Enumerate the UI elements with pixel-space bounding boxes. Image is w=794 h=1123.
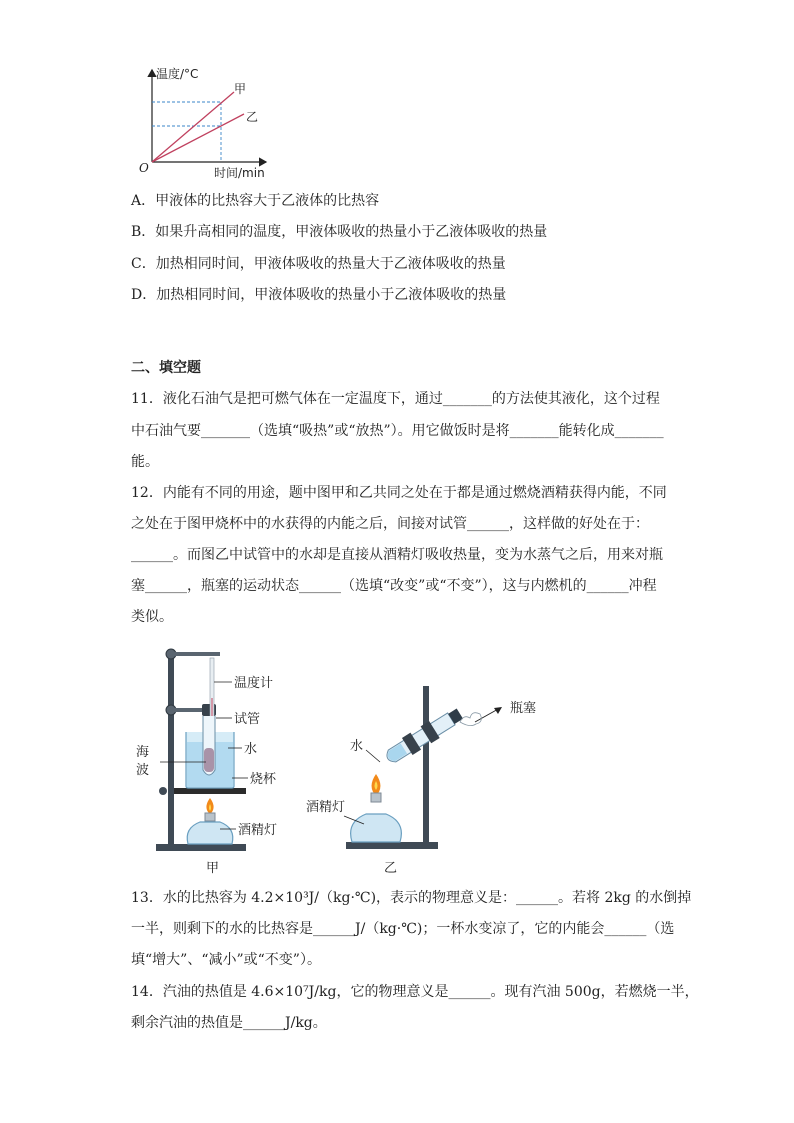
label-water-yi: 水: [350, 739, 364, 754]
q12-line-4: 塞______，瓶塞的运动状态______（选填“改变”或“不变”），这与内燃机的______冲程: [131, 578, 657, 594]
q12-line-5: 类似。: [131, 609, 173, 625]
line-yi-label: 乙: [246, 110, 259, 124]
apparatus-yi: [306, 686, 536, 876]
lamp-body-yi: [351, 814, 402, 842]
lamp-cap-jia: [205, 813, 215, 821]
option-a: A．甲液体的比热容大于乙液体的比热容: [131, 193, 380, 209]
test-tube-water: [204, 748, 214, 772]
q13-line-1: 13．水的比热容为 4.2×10³J/（kg·℃)，表示的物理意义是：______。若将 2kg 的水倒掉: [131, 890, 692, 906]
label-thermometer: 温度计: [234, 676, 274, 691]
q14-line-1: 14．汽油的热值是 4.6×10⁷J/kg，它的物理意义是______。现有汽油 500g，若燃烧一半，: [131, 984, 699, 1000]
steam-puff: [460, 713, 481, 726]
caption-yi: 乙: [384, 861, 398, 876]
label-haibo-2: 波: [136, 763, 150, 778]
y-axis-label: 温度/°C: [156, 67, 199, 81]
clamp-arm-top: [174, 652, 220, 656]
apparatus-jia: [136, 649, 277, 876]
label-stopper: 瓶塞: [510, 701, 537, 716]
q11-line-1: 11．液化石油气是把可燃气体在一定温度下，通过_______的方法使其液化，这个过程: [131, 391, 660, 407]
section-title: 二、填空题: [131, 360, 201, 376]
apparatus-figure: [130, 638, 570, 878]
x-axis-label: 时间/min: [214, 166, 265, 180]
q11-line-3: 能。: [131, 454, 159, 470]
ring-knob: [159, 787, 167, 795]
temperature-time-graph: [138, 64, 278, 184]
line-jia: [152, 92, 234, 162]
q12-line-2: 之处在于图甲烧杯中的水获得的内能之后，间接对试管______，这样做的好处在于：: [131, 516, 649, 532]
origin-label: O: [139, 161, 149, 175]
lamp-body-jia: [187, 822, 233, 844]
lamp-cap-yi: [371, 793, 381, 802]
label-lamp-yi: 酒精灯: [306, 800, 346, 815]
caption-jia: 甲: [206, 861, 220, 876]
q11-line-2: 中石油气要_______（选填“吸热”或“放热”）。用它做饭时是将_______能转化成_______: [131, 423, 664, 439]
option-b: B．如果升高相同的温度，甲液体吸收的热量小于乙液体吸收的热量: [131, 224, 548, 240]
q13-line-2: 一半，则剩下的水的比热容是______J/（kg·℃)；一杯水变凉了，它的内能会______（选: [131, 921, 675, 937]
label-beaker: 烧杯: [250, 772, 277, 787]
option-c: C．加热相同时间，甲液体吸收的热量大于乙液体吸收的热量: [131, 256, 506, 272]
q12-line-1: 12．内能有不同的用途，题中图甲和乙共同之处在于都是通过燃烧酒精获得内能，不同: [131, 485, 667, 501]
label-lamp-jia: 酒精灯: [238, 823, 278, 838]
q12-line-3: ______。而图乙中试管中的水却是直接从酒精灯吸收热量，变为水蒸气之后，用来对瓶: [131, 547, 663, 563]
label-water-jia: 水: [244, 742, 258, 757]
q13-line-3: 填“增大”、“减小”或“不变”）。: [131, 952, 321, 968]
label-test-tube: 试管: [234, 712, 261, 727]
option-d: D．加热相同时间，甲液体吸收的热量小于乙液体吸收的热量: [131, 287, 507, 303]
stand-rod-yi: [423, 686, 429, 844]
q14-line-2: 剩余汽油的热值是______J/kg。: [131, 1015, 327, 1031]
line-jia-label: 甲: [234, 82, 247, 96]
line-yi: [152, 114, 244, 162]
stand-rod-jia: [168, 650, 174, 846]
gauze-ring: [174, 788, 246, 794]
leader-water-yi: [366, 750, 380, 762]
label-haibo-1: 海: [136, 745, 150, 760]
